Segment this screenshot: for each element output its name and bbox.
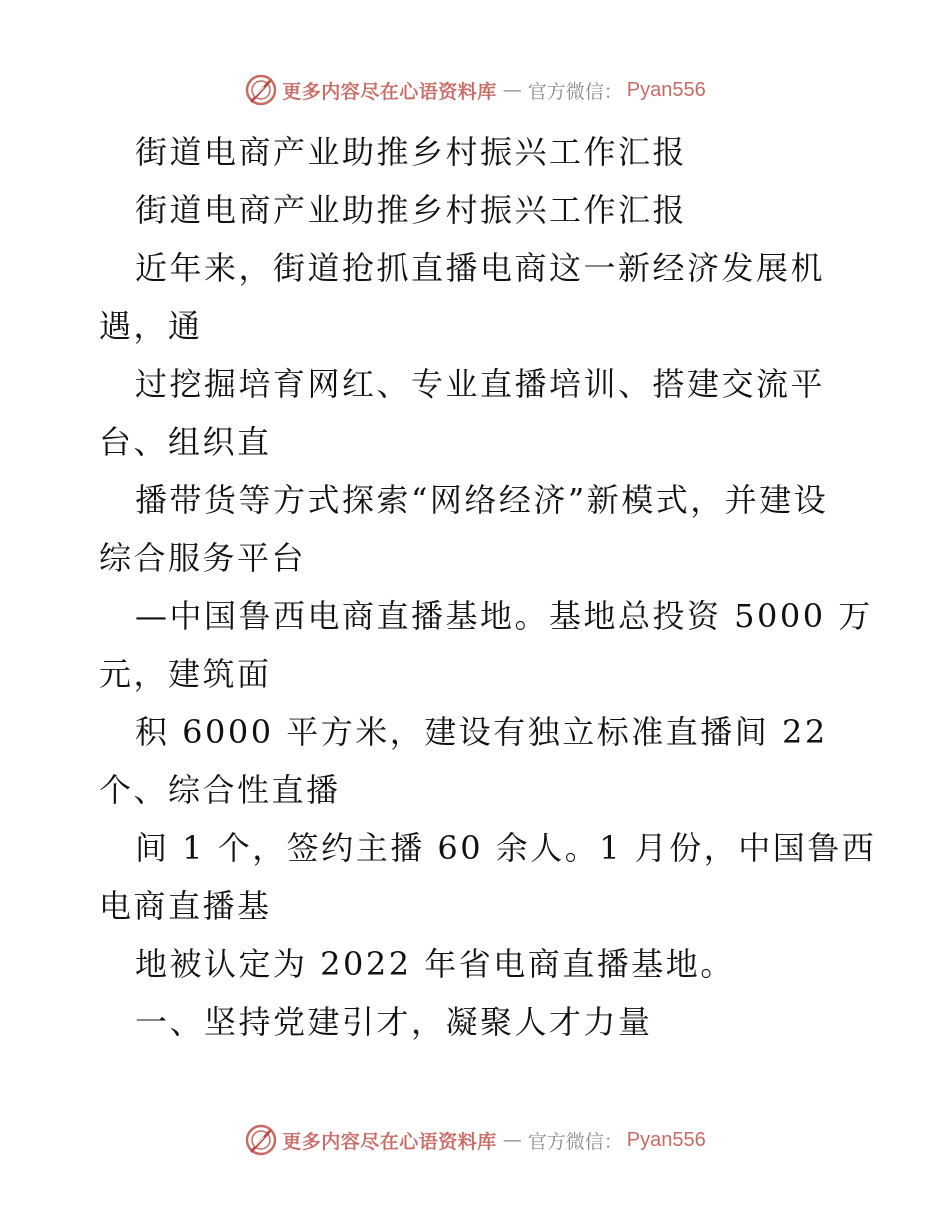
doc-title: 街道电商产业助推乡村振兴工作汇报 — [135, 133, 688, 171]
document-body — [0, 123, 950, 1051]
paragraph-line: 电商直播基 — [99, 887, 272, 925]
footer-watermark — [0, 1120, 950, 1160]
paragraph-line: 地被认定为 2022 年省电商直播基地。 — [135, 945, 735, 983]
watermark-wechat-label: 官方微信： — [527, 80, 623, 103]
watermark-text: 更多内容尽在心语资料库 — [282, 1130, 497, 1153]
paragraph-line: 元，建筑面 — [99, 655, 272, 693]
quill-pen-seal-icon — [244, 1123, 278, 1157]
doc-subtitle: 街道电商产业助推乡村振兴工作汇报 — [135, 191, 688, 229]
paragraph-line: 播带货等方式探索“网络经济”新模式，并建设 — [135, 481, 829, 519]
watermark-wechat-label: 官方微信： — [527, 1130, 623, 1153]
paragraph-line: 遇，通 — [99, 307, 203, 345]
section-heading: 一、坚持党建引才，凝聚人才力量 — [135, 1003, 653, 1041]
paragraph-line: 间 1 个，签约主播 60 余人。1 月份，中国鲁西 — [135, 829, 877, 867]
paragraph-line: 过挖掘培育网红、专业直播培训、搭建交流平 — [135, 365, 826, 403]
paragraph-line: 个、综合性直播 — [99, 771, 341, 809]
paragraph-line: 积 6000 平方米，建设有独立标准直播间 22 — [135, 713, 828, 751]
paragraph-line: —中国鲁西电商直播基地。基地总投资 5000 万 — [135, 597, 873, 635]
watermark-wechat-id: Pyan556 — [626, 1128, 706, 1151]
paragraph-line: 近年来，街道抢抓直播电商这一新经济发展机 — [135, 249, 826, 287]
watermark-separator: — — [502, 79, 522, 101]
header-watermark — [0, 70, 950, 110]
paragraph-line: 台、组织直 — [99, 423, 272, 461]
paragraph-line: 综合服务平台 — [99, 539, 307, 577]
watermark-separator: — — [502, 1129, 522, 1151]
watermark-text: 更多内容尽在心语资料库 — [282, 80, 497, 103]
watermark-wechat-id: Pyan556 — [626, 78, 706, 101]
quill-pen-seal-icon — [244, 73, 278, 107]
